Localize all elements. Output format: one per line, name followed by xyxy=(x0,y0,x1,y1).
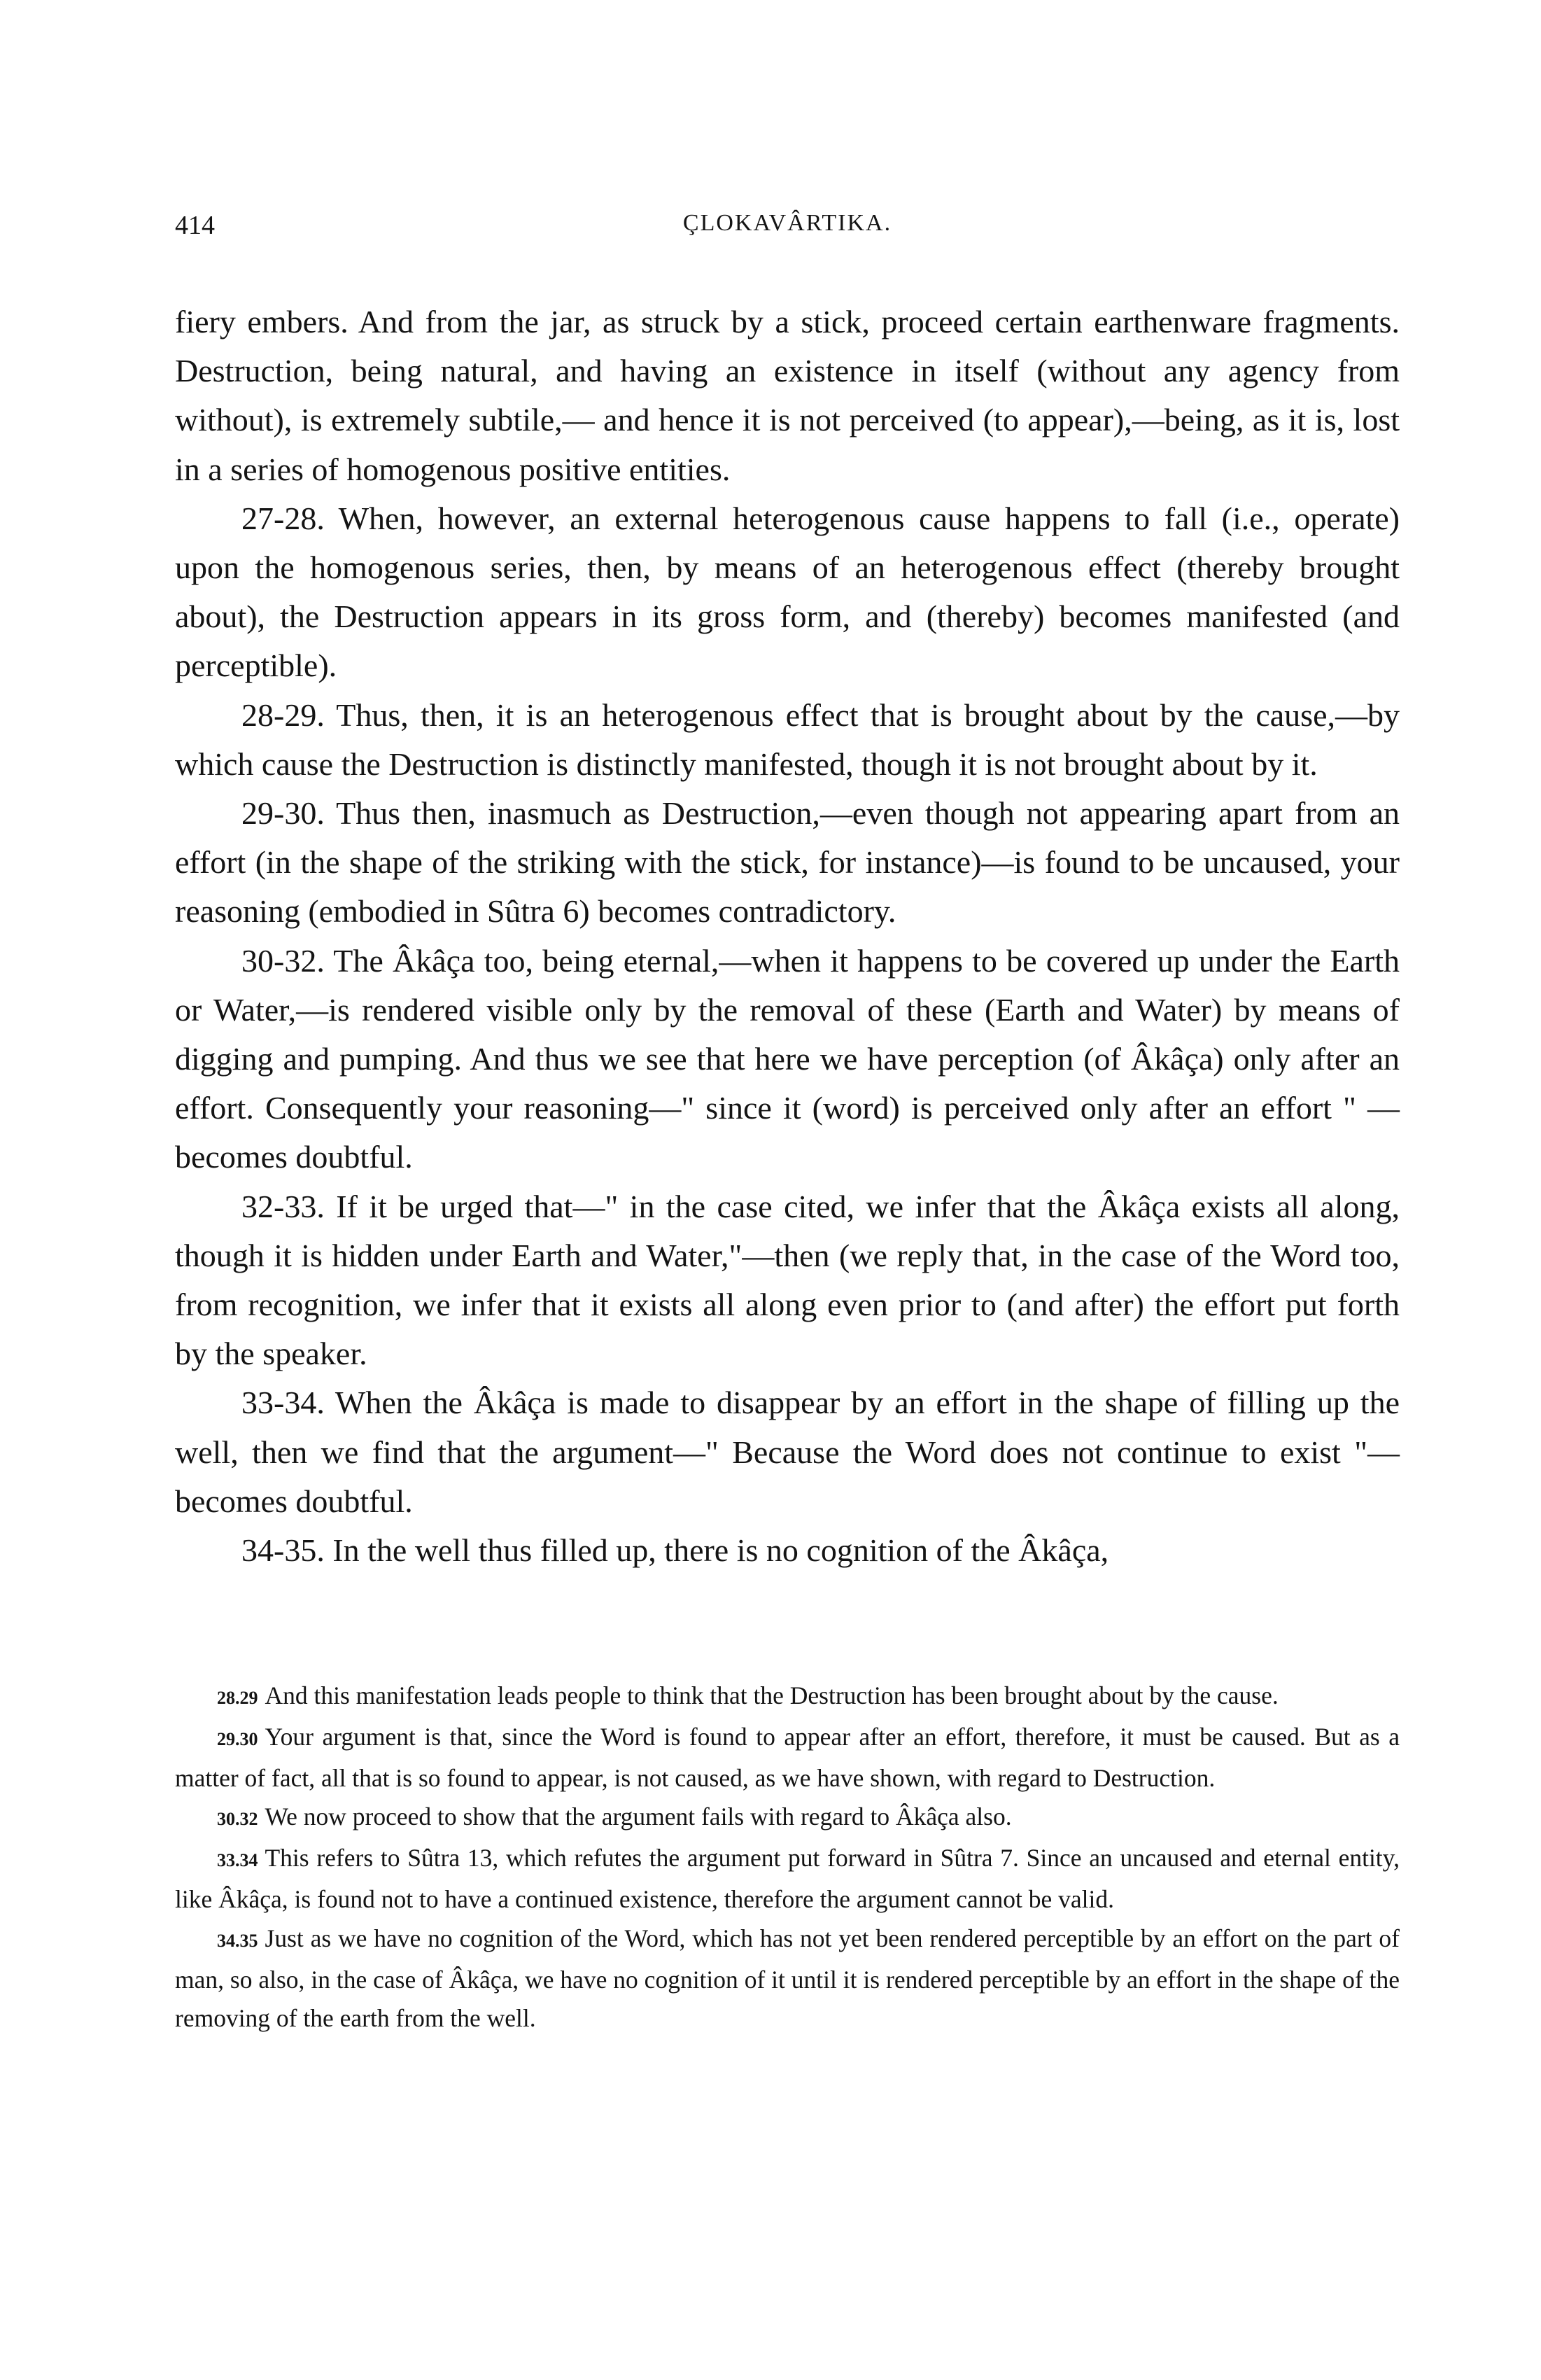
footnote xyxy=(175,1919,1400,2038)
page-number: 414 xyxy=(175,211,215,240)
paragraph: 34-35. In the well thus filled up, there is no cognition of the Âkâça, xyxy=(241,1532,1109,1569)
main-text xyxy=(175,298,1400,1575)
footnote-number: 29.30 xyxy=(217,1728,258,1749)
footnote xyxy=(175,1676,1400,1718)
footnote-text: We now proceed to show that the argument fails with regard to Âkâça also. xyxy=(265,1802,1012,1831)
footnote-text: And this manifestation leads people to think that the Destruction has been brought about by the cause. xyxy=(265,1681,1279,1709)
footnote xyxy=(175,1718,1400,1798)
footnote-number: 28.29 xyxy=(217,1688,258,1708)
running-title: ÇLOKAVÂRTIKA. xyxy=(682,210,892,236)
paragraph: 32-33. If it be urged that—" in the case cited, we infer that the Âkâça exists all along, though it is hidden under Earth and Water,"—then (we reply that, in the case of the Word too, from recognition, we infer that it exists all along even prior to (and after) the effort put forth by the speaker. xyxy=(175,1188,1400,1372)
footnote-number: 34.35 xyxy=(217,1930,258,1951)
footnote-number: 33.34 xyxy=(217,1850,258,1871)
page-header xyxy=(175,210,1400,252)
paragraph: 30-32. The Âkâça too, being eternal,—when it happens to be covered up under the Earth or Water,—is rendered visible only by the removal of these (Earth and Water) by means of digging and pumping. And thus we see that here we have perception (of Âkâça) only after an effort. Consequently your reasoning—" since it (word) is perceived only after an effort " —becomes doubtful. xyxy=(175,942,1400,1175)
paragraph: 29-30. Thus then, inasmuch as Destruction,—even though not appearing apart from an effort (in the shape of the striking with the stick, for instance)—is found to be uncaused, your reasoning (embodied in Sûtra 6) becomes contradictory. xyxy=(175,795,1400,930)
footnote xyxy=(175,1798,1400,1839)
paragraph: fiery embers. And from the jar, as struck by a stick, proceed certain earthenware fragments. Destruction, being natural, and having an existence in itself (without any agency from without), is extremely subtile,— and hence it is not perceived (to appear),—being, as it is, lost in a series of homogenous positive entities. xyxy=(175,304,1400,487)
paragraph: 33-34. When the Âkâça is made to disappear by an effort in the shape of filling up the well, then we find that the argument—" Because the Word does not continue to exist "—becomes doubtful. xyxy=(175,1385,1400,1519)
footnote-text: Your argument is that, since the Word is found to appear after an effort, therefore, it must be caused. But as a matter of fact, all that is so found to appear, is not caused, as we have shown, with regard to Destruction. xyxy=(175,1722,1400,1792)
footnotes xyxy=(175,1676,1400,2038)
paragraph: 28-29. Thus, then, it is an heterogenous effect that is brought about by the cause,—by which cause the Destruction is distinctly manifested, though it is not brought about by it. xyxy=(175,696,1400,782)
footnote-number: 30.32 xyxy=(217,1809,258,1830)
footnote-text: Just as we have no cognition of the Word, which has not yet been rendered perceptible by an effort on the part of man, so also, in the case of Âkâça, we have no cognition of it until it is rendered perceptible by an effort in the shape of the removing of the earth from the well. xyxy=(175,1924,1400,2033)
paragraph: 27-28. When, however, an external heterogenous cause happens to fall (i.e., operate) upon the homogenous series, then, by means of an heterogenous effect (thereby brought about), the Destruction appears in its gross form, and (thereby) becomes manifested (and perceptible). xyxy=(175,500,1400,684)
footnote xyxy=(175,1839,1400,1919)
footnote-text: This refers to Sûtra 13, which refutes the argument put forward in Sûtra 7. Since an uncaused and eternal entity, like Âkâça, is found not to have a continued existence, therefore the argument cannot be valid. xyxy=(175,1844,1400,1913)
